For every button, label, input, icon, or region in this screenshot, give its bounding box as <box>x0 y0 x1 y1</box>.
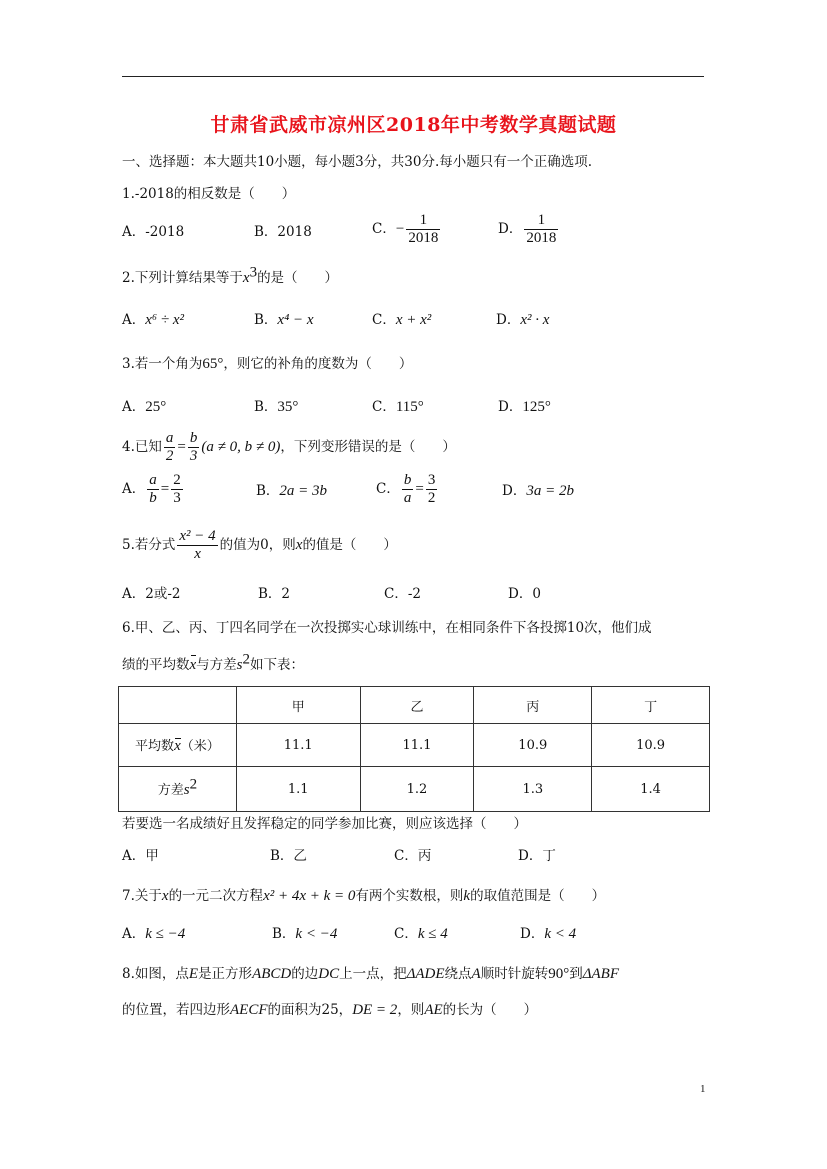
q7-option-b: B．k < −4 <box>272 926 338 942</box>
question-8-stem-line1: 8.如图，点E是正方形ABCD的边DC上一点，把ΔADE绕点A顺时针旋转90°到ΔABF <box>122 966 620 982</box>
q7-option-d: D．k < 4 <box>520 926 577 942</box>
question-4-stem: 4.已知 $\frac{a}{2}$ = $\frac{b}{3}$ (a ≠ 0, b ≠ 0)，下列变形错误的是（ ） <box>122 430 456 464</box>
q6-option-a: A．甲 <box>122 848 159 864</box>
q5-option-b: B．2 <box>258 586 291 602</box>
row-label-mean: 平均数x（米） <box>119 724 237 767</box>
q2-option-d: D．x² · x <box>496 312 550 328</box>
table-row <box>119 767 710 812</box>
q4-option-a: A． $\frac{a}{b}$ = $\frac{2}{3}$ <box>122 472 181 506</box>
q3-option-c: C．115° <box>372 399 424 415</box>
section-intro: 一、选择题：本大题共10小题，每小题3分，共30分.每小题只有一个正确选项. <box>122 154 593 170</box>
table-cell: 丙 <box>474 687 592 724</box>
question-6-stem-line1: 6.甲、乙、丙、丁四名同学在一次投掷实心球训练中，在相同条件下各投掷10次，他们成 <box>122 620 652 636</box>
stats-table <box>118 686 710 812</box>
question-1-stem: 1.-2018的相反数是（ ） <box>122 186 296 202</box>
table-cell: 11.1 <box>360 724 474 767</box>
table-cell: 1.2 <box>360 767 474 812</box>
table-cell: 丁 <box>592 687 710 724</box>
q6-option-d: D．丁 <box>518 848 556 864</box>
q4-option-b: B．2a = 3b <box>256 483 328 499</box>
q5-option-c: C．-2 <box>384 586 421 602</box>
table-cell: 甲 <box>236 687 360 724</box>
question-6-followup: 若要选一名成绩好且发挥稳定的同学参加比赛，则应该选择（ ） <box>122 816 527 832</box>
q2-option-a: A．x⁶ ÷ x² <box>122 312 185 328</box>
q2-option-b: B．x⁴ − x <box>254 312 314 328</box>
q1-option-b: B．2018 <box>254 224 312 240</box>
page-number: 1 <box>700 1083 706 1095</box>
table-header-row <box>119 687 710 724</box>
row-label-variance: 方差$s^2$ <box>119 767 237 812</box>
q4-option-c: C． $\frac{b}{a}$ = $\frac{3}{2}$ <box>376 472 436 506</box>
table-cell: 1.3 <box>474 767 592 812</box>
table-row <box>119 724 710 767</box>
table-cell <box>119 687 237 724</box>
table-cell: 10.9 <box>592 724 710 767</box>
q7-option-a: A．k ≤ −4 <box>122 926 186 942</box>
q6-option-b: B．乙 <box>270 848 307 864</box>
table-cell: 乙 <box>360 687 474 724</box>
q6-option-c: C．丙 <box>394 848 432 864</box>
question-6-stem-line2: 绩的平均数x与方差$s^2$如下表： <box>122 651 305 673</box>
q7-option-c: C．k ≤ 4 <box>394 926 448 942</box>
q3-option-b: B．35° <box>254 399 299 415</box>
q5-option-a: A．2或-2 <box>122 586 181 602</box>
question-8-stem-line2: 的位置，若四边形AECF的面积为25，DE = 2，则AE的长为（ ） <box>122 1002 538 1018</box>
q3-option-a: A．25° <box>122 399 167 415</box>
question-5-stem: 5.若分式 $\frac{\text{x² − 4}}{x}$ 的值为0，则x的值是（ ） <box>122 528 397 562</box>
header-rule <box>122 76 704 77</box>
question-7-stem: 7.关于x的一元二次方程x² + 4x + k = 0有两个实数根，则k的取值范围是（ ） <box>122 888 606 904</box>
q1-option-d: D． $\frac{1}{2018}$ <box>498 212 557 246</box>
page-title: 甘肃省武威市凉州区2018年中考数学真题试题 <box>210 114 617 136</box>
q4-option-d: D．3a = 2b <box>502 483 574 499</box>
q2-option-c: C．x + x² <box>372 312 432 328</box>
table-cell: 1.1 <box>236 767 360 812</box>
q1-option-a: A．-2018 <box>122 224 185 240</box>
q3-option-d: D．125° <box>498 399 551 415</box>
q1-option-c: C．− $\frac{1}{2018}$ <box>372 212 439 246</box>
table-cell: 1.4 <box>592 767 710 812</box>
table-cell: 11.1 <box>236 724 360 767</box>
table-cell: 10.9 <box>474 724 592 767</box>
question-3-stem: 3.若一个角为65°，则它的补角的度数为（ ） <box>122 356 413 372</box>
q5-option-d: D．0 <box>508 586 541 602</box>
question-2-stem: 2.下列计算结果等于$x^3$的是（ ） <box>122 264 339 286</box>
